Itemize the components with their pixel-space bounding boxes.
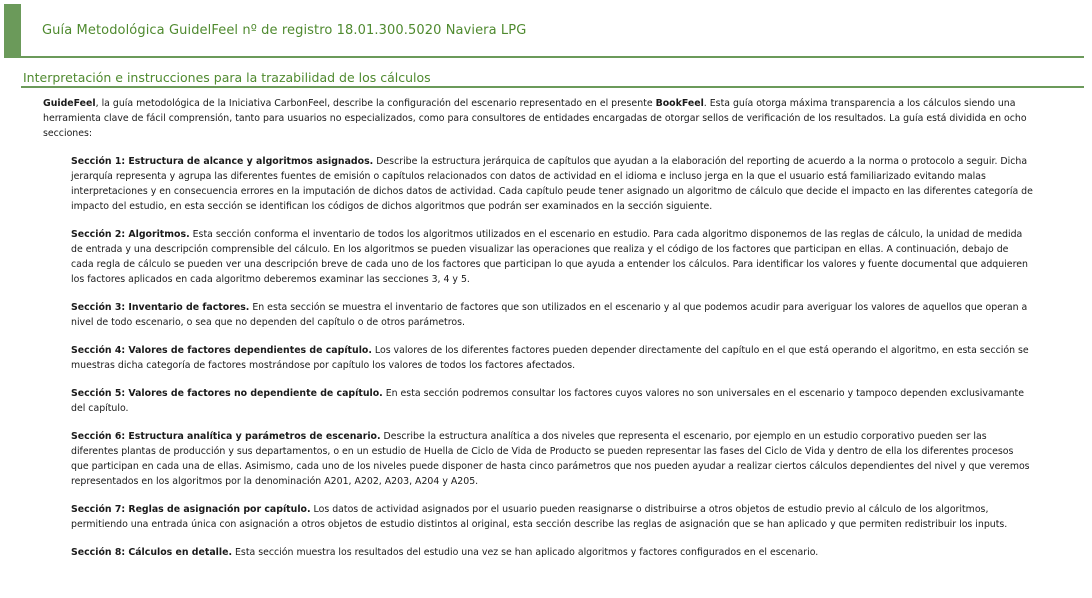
section-4-heading: Sección 4: Valores de factores dependientes de capítulo. xyxy=(71,345,372,356)
section-6-text: Describe la estructura analítica a dos niveles que representa el escenario, por ejemplo en un estudio corporativo pueden ser las diferentes plantas de producción y sus departamentos, o en un estudio de Huella de Ciclo de Vida de Producto se pueden representar las fases del Ciclo de Vida y dentro de ella los diferentes procesos que participan en cada una de ellas. Asimismo, cada uno de los niveles puede disponer de hasta cinco parámetros que nos pueden ayudar a realizar ciertos cálculos dependientes del nivel y que veremos representados en los algoritmos por la denominación A201, A202, A203, A204 y A205. xyxy=(71,431,1030,487)
section-5-text: En esta sección podremos consultar los factores cuyos valores no son universales en el escenario y tampoco dependen exclusivamante del capítulo. xyxy=(71,388,1024,414)
section-6-heading: Sección 6: Estructura analítica y parámetros de escenario. xyxy=(71,431,381,442)
section-7-heading: Sección 7: Reglas de asignación por capítulo. xyxy=(71,504,311,515)
section-divider xyxy=(21,86,1084,88)
intro-text-2: . Esta guía otorga máxima transparencia a los cálculos siendo una herramienta clave de fácil comprensión, tanto para usuarios no especializados, como para consultores de entidades encargadas de otorgar sellos de verificación de los resultados. La guía está dividida en ocho secciones: xyxy=(43,98,1027,139)
header-accent-bar xyxy=(4,4,21,58)
section-8-heading: Sección 8: Cálculos en detalle. xyxy=(71,547,233,558)
section-3-heading: Sección 3: Inventario de factores. xyxy=(71,302,250,313)
section-2 xyxy=(71,227,1033,287)
section-3 xyxy=(71,300,1033,330)
intro-text-1: , la guía metodológica de la Iniciativa CarbonFeel, describe la configuración del escenario representado en el presente xyxy=(95,98,656,109)
header-title: Guía Metodológica GuidelFeel nº de registro 18.01.300.5020 Naviera LPG xyxy=(42,23,527,38)
section-2-text: Esta sección conforma el inventario de todos los algoritmos utilizados en el escenario en estudio. Para cada algoritmo disponemos de las reglas de cálculo, la unidad de medida de entrada y una descripción comprensible del cálculo. En los algoritmos se pueden visualizar las operaciones que realiza y el código de los factores que participan en ellas. A continuación, debajo de cada regla de cálculo se pueden ver una descripción breve de cada uno de los factores que participan lo que ayuda a entender los cálculos. Para identificar los valores y fuente documental que adquieren los factores aplicados en cada algoritmo deberemos examinar las secciones 3, 4 y 5. xyxy=(71,229,1028,285)
section-4-text: Los valores de los diferentes factores pueden depender directamente del capítulo en el que está operando el algoritmo, en esta sección se muestras dicha categoría de factores mostrándose por capítulo los valores de todos los factores afectados. xyxy=(71,345,1029,371)
section-1 xyxy=(71,154,1033,214)
page-header xyxy=(0,0,1092,60)
section-7 xyxy=(71,502,1033,532)
section-8 xyxy=(71,545,1033,560)
section-6 xyxy=(71,429,1033,489)
content-body xyxy=(43,96,1033,573)
section-2-heading: Sección 2: Algoritmos. xyxy=(71,229,190,240)
section-3-text: En esta sección se muestra el inventario de factores que son utilizados en el escenario y al que podemos acudir para averiguar los valores de aquellos que operan a nivel de todo escenario, o sea que no dependen del capítulo o de otros parámetros. xyxy=(71,302,1028,328)
section-1-text: Describe la estructura jerárquica de capítulos que ayudan a la elaboración del reporting de acuerdo a la norma o protocolo a seguir. Dicha jerarquía representa y agrupa las diferentes fuentes de emisión o capítulos relacionados con datos de actividad en el idioma e incluso jerga en la que el usuario está familiarizado evitando malas interpretaciones y en consecuencia errores en la imputación de dichos datos de actividad. Cada capítulo peude tener asignado un algoritmo de cálculo que decide el impacto en las diferentes categoría de impacto del estudio, en esta sección se identifican los códigos de dichos algoritmos que podrán ser examinados en la sección siguiente. xyxy=(71,156,1033,212)
section-title: Interpretación e instrucciones para la trazabilidad de los cálculos xyxy=(23,70,431,85)
section-5-heading: Sección 5: Valores de factores no dependiente de capítulo. xyxy=(71,388,383,399)
section-4 xyxy=(71,343,1033,373)
intro-bookfeel: BookFeel xyxy=(655,98,704,109)
section-7-text: Los datos de actividad asignados por el usuario pueden reasignarse o distribuirse a otros objetos de estudio previo al cálculo de los algoritmos, permitiendo una entrada única con asignación a otros objetos de estudio distintos al original, esta sección describe las reglas de asignación que se han aplicado y que permiten redistribuir los inputs. xyxy=(71,504,1008,530)
section-5 xyxy=(71,386,1033,416)
header-divider xyxy=(21,56,1084,58)
section-1-heading: Sección 1: Estructura de alcance y algoritmos asignados. xyxy=(71,156,374,167)
intro-guidefeel: GuideFeel xyxy=(43,98,96,109)
intro-paragraph xyxy=(43,96,1033,141)
section-8-text: Esta sección muestra los resultados del estudio una vez se han aplicado algoritmos y factores configurados en el escenario. xyxy=(232,547,819,558)
